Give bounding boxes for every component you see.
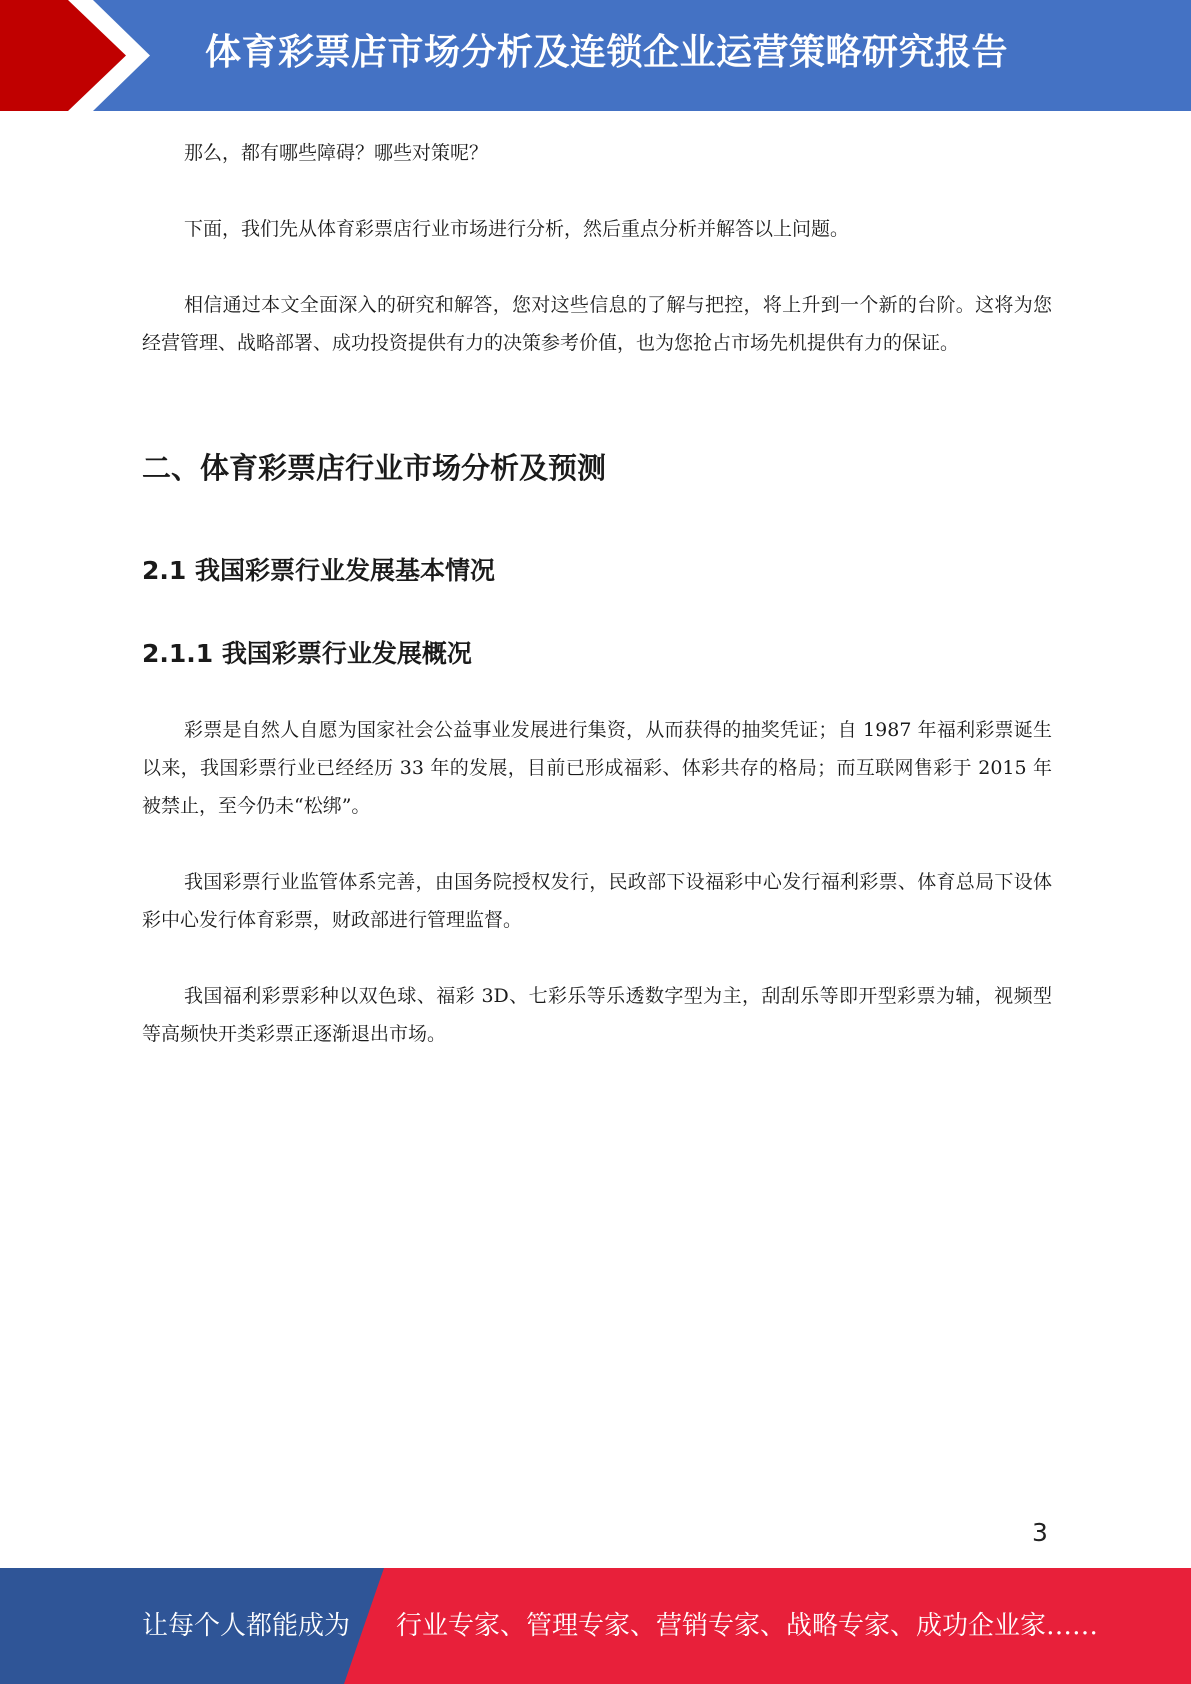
body-paragraph-2: 我国彩票行业监管体系完善，由国务院授权发行，民政部下设福彩中心发行福利彩票、体育总局下设体彩中心发行体育彩票，财政部进行管理监督。 (142, 871, 1052, 931)
intro-paragraph-3: 相信通过本文全面深入的研究和解答，您对这些信息的了解与把控，将上升到一个新的台阶。这将为您经营管理、战略部署、成功投资提供有力的决策参考价值，也为您抢占市场先机提供有力的保证。 (142, 294, 1052, 354)
section-heading: 二、体育彩票店行业市场分析及预测 (142, 451, 607, 485)
intro-paragraph-2: 下面，我们先从体育彩票店行业市场进行分析，然后重点分析并解答以上问题。 (184, 218, 850, 240)
footer-slogan-right: 行业专家、管理专家、营销专家、战略专家、成功企业家…… (396, 1611, 1099, 1641)
footer-slogan-left: 让每个人都能成为 (142, 1611, 351, 1641)
body-paragraph-1: 彩票是自然人自愿为国家社会公益事业发展进行集资，从而获得的抽奖凭证；自 1987 年福利彩票诞生以来，我国彩票行业已经经历 33 年的发展，目前已形成福彩、体彩共存的格局；而互联网售彩于 2015 年被禁止，至今仍未“松绑”。 (142, 719, 1052, 817)
page-content (142, 134, 1052, 400)
document-title: 体育彩票店市场分析及连锁企业运营策略研究报告 (205, 32, 1009, 73)
body-content (142, 711, 1052, 1091)
intro-paragraph-1: 那么，都有哪些障碍？哪些对策呢？ (184, 142, 489, 164)
page-header (0, 0, 1191, 111)
subsubsection-heading: 2.1.1 我国彩票行业发展概况 (142, 639, 472, 668)
body-paragraph-3: 我国福利彩票彩种以双色球、福彩 3D、七彩乐等乐透数字型为主，刮刮乐等即开型彩票为辅，视频型等高频快开类彩票正逐渐退出市场。 (142, 985, 1052, 1045)
header-arrow-decoration (0, 0, 160, 111)
page-footer (0, 1568, 1191, 1684)
subsection-heading: 2.1 我国彩票行业发展基本情况 (142, 556, 495, 585)
page-number: 3 (1032, 1518, 1048, 1547)
